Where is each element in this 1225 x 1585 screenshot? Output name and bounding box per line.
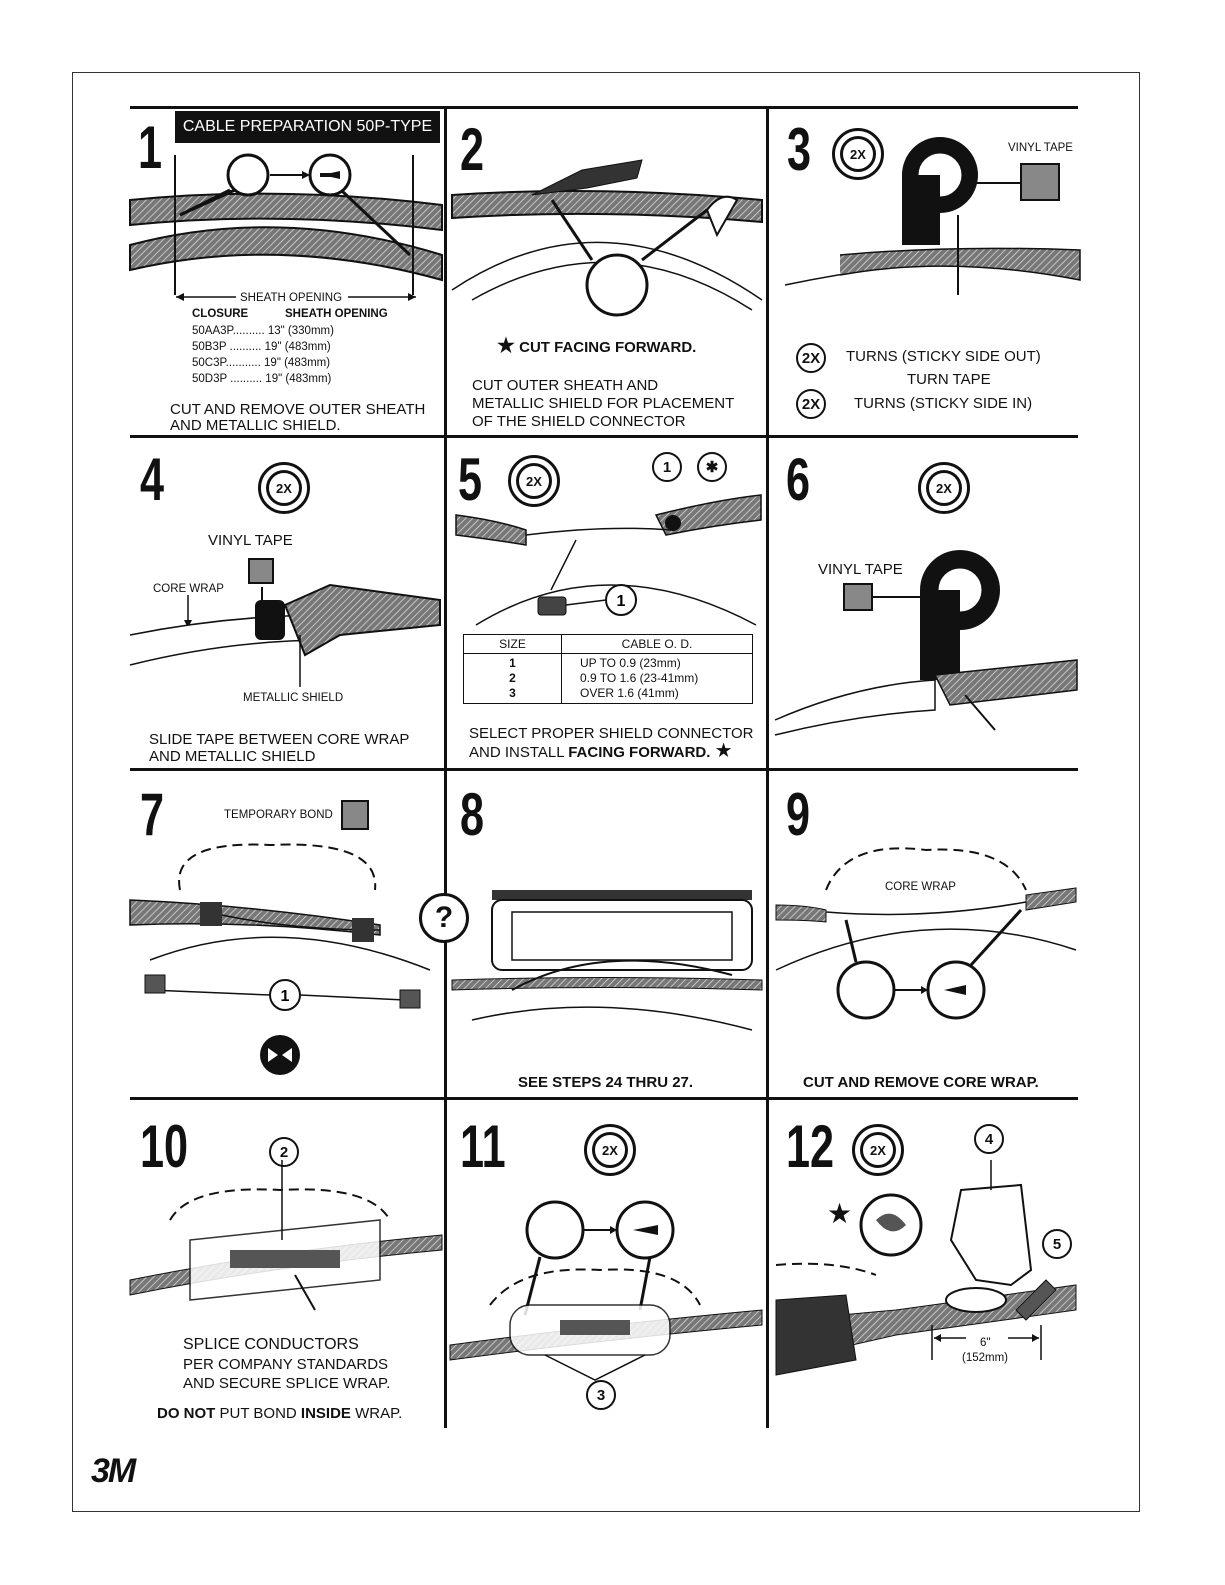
dimension-label: 6" [980, 1337, 991, 1349]
caption-emphasis: FACING FORWARD. [568, 744, 711, 761]
grid-line-row2 [130, 435, 1078, 438]
callout-number: 3 [586, 1380, 616, 1410]
splice-wrap-illustration [130, 1180, 442, 1320]
label: METALLIC SHIELD [243, 692, 344, 704]
warning-line [157, 1405, 402, 1423]
step-number: 4 [140, 446, 165, 513]
label: TEMPORARY BOND [224, 809, 333, 821]
closure-illustration [452, 880, 762, 1030]
caption-line: AND SECURE SPLICE WRAP. [183, 1375, 391, 1392]
caption-line: SELECT PROPER SHIELD CONNECTOR [469, 725, 754, 742]
caption-line: CUT OUTER SHEATH AND [472, 377, 659, 394]
od-value: OVER 1.6 (41mm) [580, 686, 679, 700]
table-header: SIZE [464, 635, 562, 654]
step-number: 3 [787, 116, 812, 183]
grid-line-top [130, 106, 1078, 109]
label: VINYL TAPE [208, 532, 293, 549]
repeat-badge-label: 2X [801, 349, 821, 367]
table-header: CLOSURE [192, 308, 249, 320]
step-number: 5 [458, 446, 483, 513]
caption-line: AND METALLIC SHIELD [149, 748, 316, 765]
caption-line: METALLIC SHIELD FOR PLACEMENT [472, 395, 735, 412]
star-icon: ★ [827, 1198, 853, 1229]
bond-swatch [341, 800, 369, 830]
dimension-arrow [176, 290, 416, 304]
label: CORE WRAP [885, 881, 956, 893]
caption-line: CUT AND REMOVE OUTER SHEATH [170, 401, 426, 418]
table-row: 50AA3P.......... 13" (330mm) [192, 325, 334, 337]
table-header: SHEATH OPENING [285, 308, 388, 320]
connector-illustration [456, 485, 761, 630]
caption: CUT AND REMOVE CORE WRAP. [803, 1074, 1039, 1091]
table-row: 50D3P .......... 19" (483mm) [192, 373, 332, 385]
repeat-badge-label: 2X [926, 470, 962, 506]
step-number: 6 [786, 446, 811, 513]
dimension-label: SHEATH OPENING [240, 292, 343, 304]
callout-number: 1 [652, 452, 682, 482]
tape-ties-illustration [450, 1195, 762, 1375]
callout-number: 5 [1042, 1229, 1072, 1259]
step-number: 2 [460, 116, 485, 183]
core-wrap-illustration [776, 840, 1076, 1030]
label: CORE WRAP [153, 583, 224, 595]
callout-number: 4 [974, 1124, 1004, 1154]
repeat-badge [918, 462, 970, 514]
warning-text: WRAP. [350, 1405, 403, 1422]
temporary-bond-illustration [130, 830, 442, 1080]
tape-label: VINYL TAPE [1008, 142, 1073, 154]
size-cell [464, 654, 562, 704]
note-text: CUT FACING FORWARD. [519, 339, 697, 356]
repeat-badge [796, 389, 826, 419]
step-number: 10 [140, 1113, 189, 1180]
svg-text:1: 1 [616, 593, 626, 610]
warning-emphasis: DO NOT [157, 1405, 216, 1422]
step-number: 11 [460, 1113, 506, 1180]
size-table [463, 634, 753, 704]
size-value: 2 [509, 671, 516, 685]
repeat-badge [796, 343, 826, 373]
table-row: 50C3P........... 19" (483mm) [192, 357, 331, 369]
grid-line-col1 [444, 106, 447, 1428]
step-number: 1 [138, 114, 163, 181]
svg-text:1: 1 [280, 988, 290, 1005]
caption-line: OF THE SHIELD CONNECTOR [472, 413, 686, 430]
caption-text: AND INSTALL [469, 744, 569, 761]
grid-line-row4 [130, 1097, 1078, 1100]
caption-line: AND METALLIC SHIELD. [170, 417, 341, 434]
repeat-badge-label: 2X [516, 463, 552, 499]
table-row: 50B3P .......... 19" (483mm) [192, 341, 331, 353]
tape-roll-illustration [775, 545, 1077, 745]
core-wrap-illustration [130, 575, 440, 685]
caption-line [469, 742, 733, 762]
repeat-badge-label: 2X [801, 395, 821, 413]
cable-illustration [130, 145, 442, 305]
warning-emphasis: INSIDE [300, 1405, 351, 1422]
grid-line-row3 [130, 768, 1078, 771]
repeat-badge-label: 2X [592, 1132, 628, 1168]
caption-line: PER COMPANY STANDARDS [183, 1356, 389, 1373]
star-icon: ★ [714, 740, 733, 762]
repeat-badge-label: 2X [840, 136, 876, 172]
instruction-line: TURN TAPE [907, 371, 991, 388]
glove-illustration [776, 1160, 1076, 1390]
step-number: 8 [460, 781, 485, 848]
warning-text: PUT BOND [215, 1405, 301, 1422]
callout-number: 2 [269, 1137, 299, 1167]
section-title: CABLE PREPARATION 50P-TYPE [175, 111, 440, 143]
caption: SEE STEPS 24 THRU 27. [518, 1074, 694, 1091]
repeat-badge [584, 1124, 636, 1176]
cutter-illustration [452, 150, 762, 320]
od-value: UP TO 0.9 (23mm) [580, 656, 681, 670]
caption-line: SLIDE TAPE BETWEEN CORE WRAP [149, 731, 410, 748]
step-number: 12 [786, 1113, 835, 1180]
repeat-badge [258, 462, 310, 514]
size-value: 3 [509, 686, 516, 700]
od-cell [562, 654, 753, 704]
instruction-line: TURNS (STICKY SIDE IN) [854, 395, 1033, 412]
step-number: 7 [140, 781, 165, 848]
repeat-badge-label: 2X [266, 470, 302, 506]
grid-line-col2 [766, 106, 769, 1428]
step-number: 9 [786, 781, 811, 848]
caption-line: SPLICE CONDUCTORS [183, 1336, 359, 1353]
table-header: CABLE O. D. [562, 635, 753, 654]
note: ★ CUT FACING FORWARD. [497, 335, 697, 357]
instruction-line: TURNS (STICKY SIDE OUT) [846, 348, 1041, 365]
size-value: 1 [509, 656, 516, 670]
od-value: 0.9 TO 1.6 (23-41mm) [580, 671, 699, 685]
dimension-label: (152mm) [962, 1352, 1009, 1364]
question-icon: ? [419, 893, 469, 943]
tape-roll-illustration [780, 135, 1080, 305]
repeat-badge-label: 2X [860, 1132, 896, 1168]
asterisk-icon: ✱ [697, 452, 727, 482]
label: VINYL TAPE [818, 561, 903, 578]
brand-logo: 3M [91, 1452, 135, 1490]
